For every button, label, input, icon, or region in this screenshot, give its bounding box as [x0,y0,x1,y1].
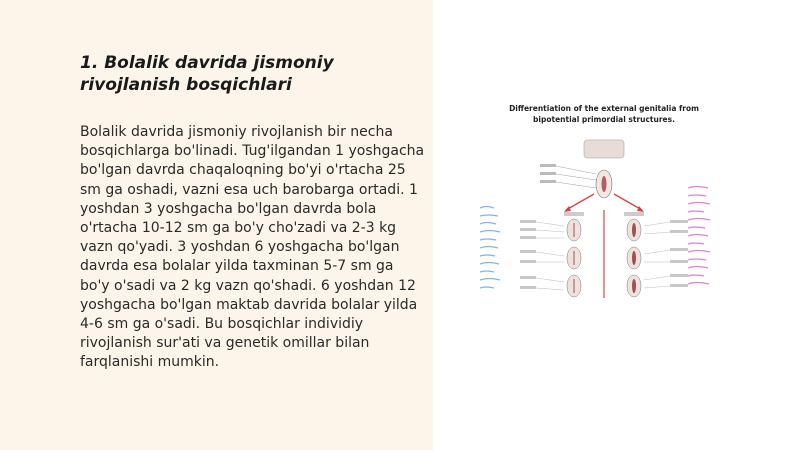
pink-handwritten-annotations [688,187,710,285]
figure-title-line-2: bipotential primordial structures. [533,115,675,124]
figure-title-line-1: Differentiation of the external genitalia from [509,104,699,113]
slide-body-text: Bolalik davrida jismoniy rivojlanish bir necha bosqichlarga bo'linadi. Tug'ilgandan 1 yoshgacha bo'lgan davrda chaqaloqning bo'yi o'rtacha 25 sm ga oshadi, vazni esa uch barobarga ortadi. 1 yoshdan 3 yoshgacha bo'lgan davrda bola o'rtacha 10-12 sm ga bo'y cho'zadi va 2-3 kg vazn qo'yadi. 3 yoshdan 6 yoshgacha bo'lgan davrda esa bolalar yilda taxminan 5-7 sm ga bo'y o'sadi va 2 kg vazn qo'shadi. 6 yoshdan 12 yoshgacha bo'lgan maktab davrida bolalar yilda 4-6 sm ga o'sadi. Bu bosqichlar individiy rivojlanish sur'ati va genetik omillar bilan farqlanishi mumkin. [80,124,425,371]
slide-title: 1. Bolalik davrida jismoniy rivojlanish bosqichlari [80,53,334,95]
blue-handwritten-annotations [480,207,500,289]
female-column-illustrations [624,212,688,297]
differentiation-diagram [476,130,732,300]
genitalia-differentiation-figure [476,100,732,300]
male-column-illustrations [520,212,584,297]
bipotential-structure-illustration [540,140,624,198]
